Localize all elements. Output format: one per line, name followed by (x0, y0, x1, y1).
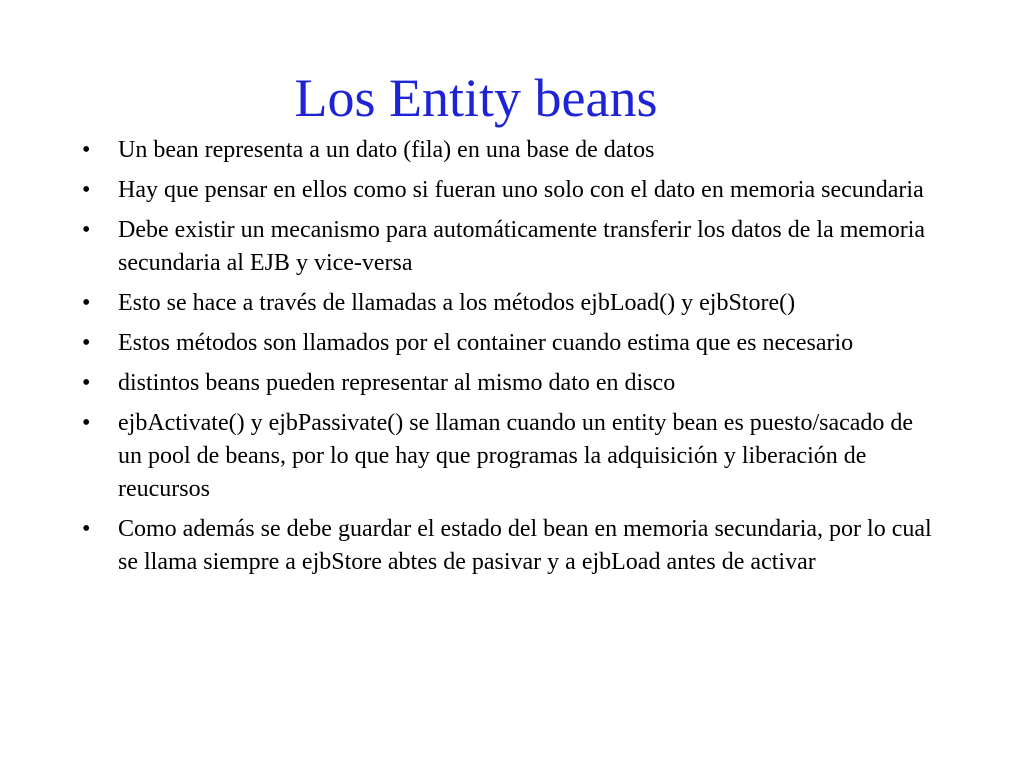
bullet-icon: • (82, 290, 91, 316)
bullet-icon: • (82, 137, 91, 163)
bullet-icon: • (82, 410, 91, 436)
bullet-icon: • (82, 177, 91, 203)
bullet-item (82, 214, 942, 280)
bullet-text: Un bean representa a un dato (fila) en una base de datos (118, 137, 655, 163)
bullet-icon: • (82, 330, 91, 356)
bullet-item (82, 134, 942, 167)
bullet-text: ejbActivate() y ejbPassivate() se llaman cuando un entity bean es puesto/sacado de un pool de beans, por lo que hay que programas la adquisición y liberación de reucursos (118, 410, 914, 502)
bullet-text: Estos métodos son llamados por el container cuando estima que es necesario (118, 330, 854, 356)
bullet-item (82, 367, 942, 400)
bullet-text: Debe existir un mecanismo para automáticamente transferir los datos de la memoria secundaria al EJB y vice-versa (118, 217, 926, 276)
bullet-item (82, 174, 942, 207)
bullet-text: Hay que pensar en ellos como si fueran uno solo con el dato en memoria secundaria (118, 177, 924, 203)
bullet-item (82, 327, 942, 360)
bullet-item (82, 407, 942, 506)
bullet-item (82, 513, 942, 579)
slide-title: Los Entity beans (294, 68, 658, 128)
bullet-icon: • (82, 516, 91, 542)
bullet-text: Esto se hace a través de llamadas a los métodos ejbLoad() y ejbStore() (118, 290, 796, 316)
bullet-icon: • (82, 370, 91, 396)
bullet-icon: • (82, 217, 91, 243)
bullet-item (82, 287, 942, 320)
bullet-list (82, 134, 942, 586)
bullet-text: Como además se debe guardar el estado del bean en memoria secundaria, por lo cual se llama siempre a ejbStore abtes de pasivar y a ejbLoad antes de activar (118, 516, 932, 575)
bullet-text: distintos beans pueden representar al mismo dato en disco (118, 370, 676, 396)
